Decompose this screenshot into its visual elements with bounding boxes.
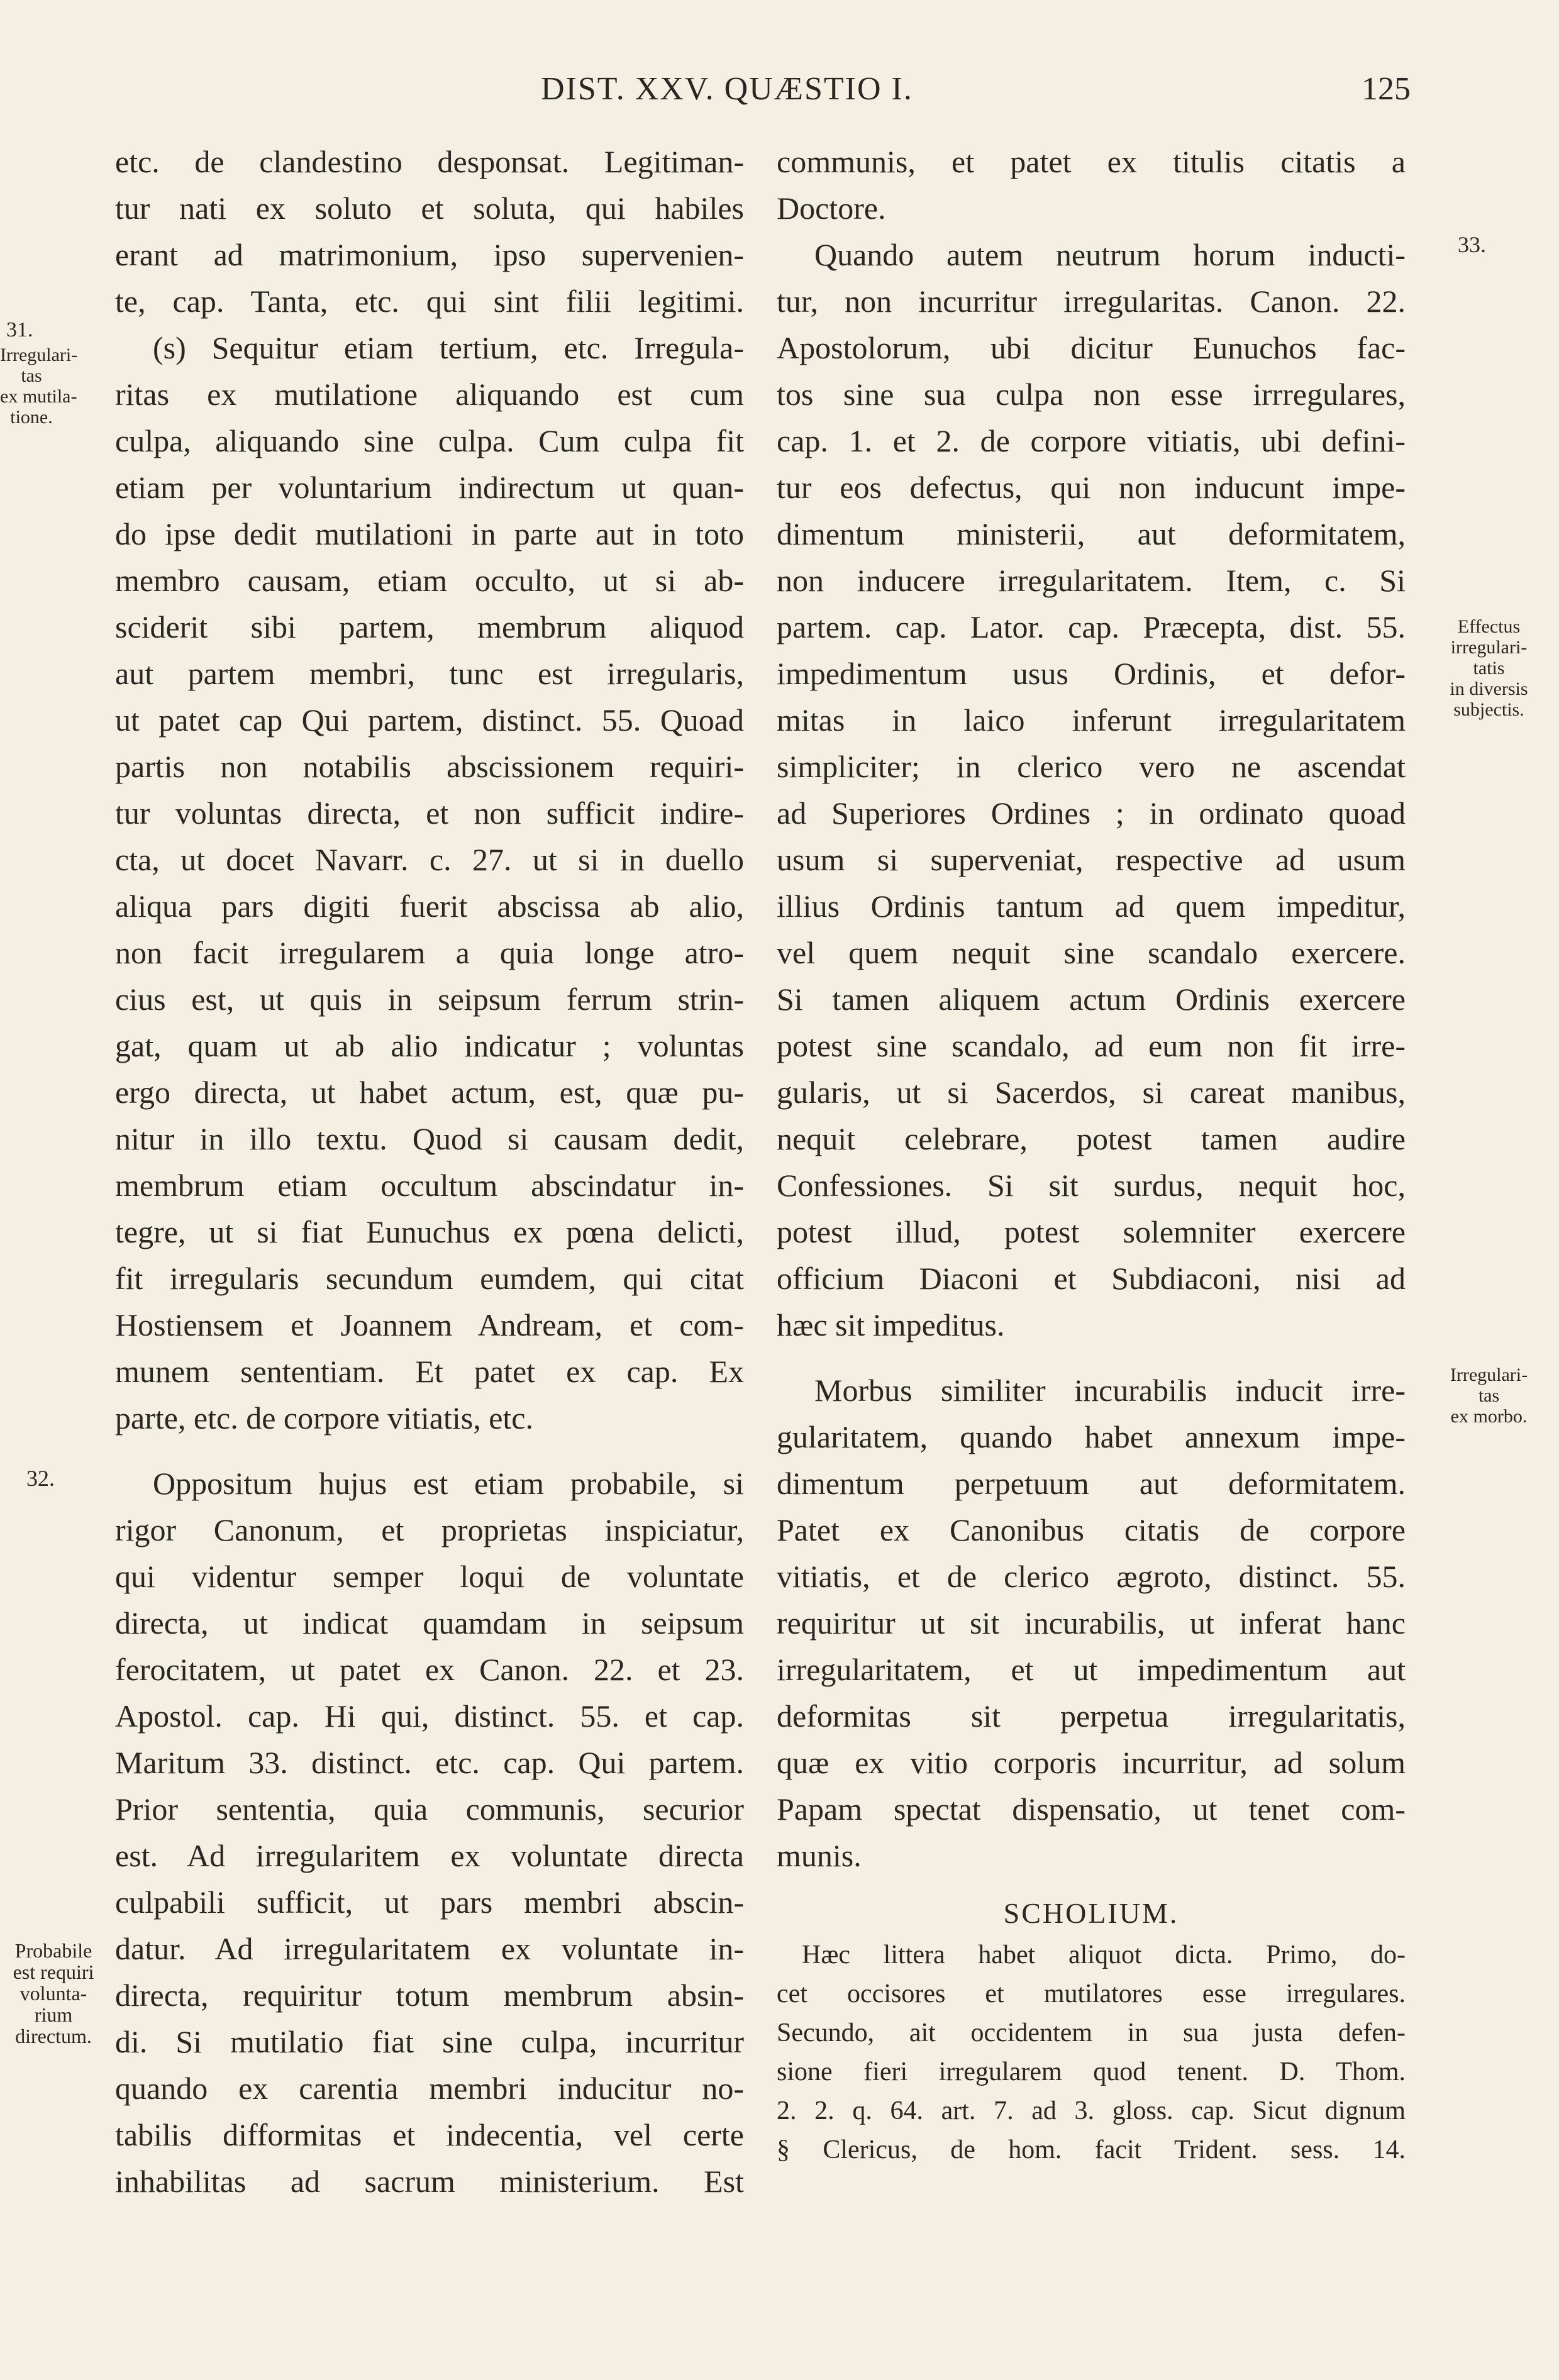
- text-line: est. Ad irregularitem ex voluntate directa: [115, 1838, 744, 1873]
- margin-note-line: in diversis: [1450, 678, 1528, 699]
- text-line: deformitas sit perpetua irregularitatis,: [777, 1698, 1406, 1734]
- margin-note-probabile: [0, 1940, 107, 2047]
- text-line: cta, ut docet Navarr. c. 27. ut si in duello: [115, 842, 744, 877]
- margin-note-morbo: [1424, 1364, 1553, 1427]
- text-line: Doctore.: [777, 191, 886, 226]
- text-line: Quando autem neutrum horum inducti-: [814, 237, 1406, 272]
- text-line: mitas in laico inferunt irregularitatem: [777, 702, 1406, 738]
- margin-note-line: irregulari-: [1450, 637, 1528, 658]
- margin-note-line: ex morbo.: [1450, 1406, 1528, 1427]
- text-line: datur. Ad irregularitatem ex voluntate in-: [115, 1931, 744, 1966]
- text-line: vel quem nequit sine scandalo exercere.: [777, 935, 1406, 970]
- scholium-title: SCHOLIUM.: [1003, 1897, 1179, 1929]
- margin-note-line: est requiri: [13, 1961, 94, 1983]
- margin-note-line: tas: [21, 365, 42, 386]
- text-line: directa, ut indicat quamdam in seipsum: [115, 1605, 744, 1641]
- text-line: inhabilitas ad sacrum ministerium. Est: [115, 2164, 744, 2199]
- margin-note-mutilation: [0, 345, 78, 428]
- text-line: fit irregularis secundum eumdem, qui citat: [115, 1261, 744, 1296]
- text-line: ferocitatem, ut patet ex Canon. 22. et 23.: [115, 1652, 744, 1687]
- text-line: nequit celebrare, potest tamen audire: [777, 1121, 1406, 1156]
- text-line: te, cap. Tanta, etc. qui sint filii legitimi.: [115, 284, 744, 319]
- text-line: etc. de clandestino desponsat. Legitiman-: [115, 144, 744, 179]
- text-line: erant ad matrimonium, ipso supervenien-: [115, 237, 744, 272]
- text-line: hæc sit impeditus.: [777, 1307, 1005, 1342]
- text-line: di. Si mutilatio fiat sine culpa, incurritur: [115, 2024, 744, 2059]
- margin-note-effectus: [1424, 616, 1553, 720]
- text-line: Hæc littera habet aliquot dicta. Primo, do-: [802, 1940, 1406, 1969]
- margin-note-line: volunta-: [19, 1982, 87, 2005]
- text-line: cap. 1. et 2. de corpore vitiatis, ubi defini-: [777, 423, 1406, 458]
- text-line: ut patet cap Qui partem, distinct. 55. Quoad: [115, 702, 744, 738]
- text-line: sciderit sibi partem, membrum aliquod: [115, 609, 744, 645]
- text-line: non inducere irregularitatem. Item, c. Si: [777, 563, 1406, 598]
- page-number: 125: [1362, 71, 1411, 107]
- text-line: tos sine sua culpa non esse irrregulares,: [777, 377, 1406, 412]
- text-line: gularis, ut si Sacerdos, si careat manibus,: [777, 1075, 1406, 1110]
- text-line: rigor Canonum, et proprietas inspiciatur,: [115, 1512, 744, 1547]
- text-line: munis.: [777, 1838, 862, 1873]
- margin-note-line: tatis: [1473, 658, 1505, 678]
- margin-note-line: ex mutila-: [0, 386, 77, 407]
- text-line: etiam per voluntarium indirectum ut quan-: [115, 470, 744, 505]
- text-line: cius est, ut quis in seipsum ferrum strin-: [115, 982, 744, 1017]
- running-title: DIST. XXV. QUÆSTIO I.: [541, 71, 913, 107]
- text-line: culpabili sufficit, ut pars membri abscin-: [115, 1885, 744, 1920]
- text-line: Prior sententia, quia communis, securior: [115, 1791, 744, 1827]
- text-line: dimentum ministerii, aut deformitatem,: [777, 516, 1406, 551]
- margin-note-line: subjectis.: [1453, 699, 1524, 720]
- text-line: tur voluntas directa, et non sufficit indire-: [115, 795, 744, 831]
- text-line: Apostolorum, ubi dicitur Eunuchos fac-: [777, 330, 1406, 365]
- text-line: Hostiensem et Joannem Andream, et com-: [115, 1307, 744, 1342]
- text-line: tabilis difformitas et indecentia, vel certe: [115, 2117, 744, 2152]
- text-line: membro causam, etiam occulto, ut si ab-: [115, 563, 744, 598]
- text-line: nitur in illo textu. Quod si causam dedit,: [115, 1121, 744, 1156]
- text-line: ritas ex mutilatione aliquando est cum: [115, 377, 744, 412]
- text-line: illius Ordinis tantum ad quem impeditur,: [777, 888, 1406, 924]
- text-line: irregularitatem, et ut impedimentum aut: [777, 1652, 1406, 1687]
- text-line: parte, etc. de corpore vitiatis, etc.: [115, 1400, 533, 1436]
- text-line: (s) Sequitur etiam tertium, etc. Irregula-: [153, 330, 744, 365]
- text-line: ad Superiores Ordines ; in ordinato quoad: [777, 795, 1406, 831]
- text-line: Confessiones. Si sit surdus, nequit hoc,: [777, 1168, 1406, 1203]
- margin-note-line: rium: [34, 2003, 73, 2026]
- text-line: Morbus similiter incurabilis inducit irre-: [814, 1373, 1406, 1408]
- text-line: dimentum perpetuum aut deformitatem.: [777, 1466, 1406, 1501]
- text-line: partis non notabilis abscissionem requiri-: [115, 749, 744, 784]
- page-header: [0, 70, 1559, 114]
- margin-note-line: Probabile: [14, 1939, 92, 1962]
- text-line: requiritur ut sit incurabilis, ut inferat hanc: [777, 1605, 1406, 1641]
- text-line: partem. cap. Lator. cap. Præcepta, dist. 55.: [777, 609, 1406, 645]
- paragraph-gap: [115, 1441, 744, 1460]
- margin-number-32: 32.: [26, 1466, 55, 1491]
- text-line: officium Diaconi et Subdiaconi, nisi ad: [777, 1261, 1406, 1296]
- margin-note-line: Effectus: [1457, 616, 1521, 637]
- text-line: directa, requiritur totum membrum absin-: [115, 1978, 744, 2013]
- left-column: [115, 138, 744, 2205]
- text-line: tur, non incurritur irregularitas. Canon. 22.: [777, 284, 1406, 319]
- text-line: ergo directa, ut habet actum, est, quæ pu-: [115, 1075, 744, 1110]
- text-line: Patet ex Canonibus citatis de corpore: [777, 1512, 1406, 1547]
- text-line: non facit irregularem a quia longe atro-: [115, 935, 744, 970]
- text-line: quæ ex vitio corporis incurritur, ad solum: [777, 1745, 1406, 1780]
- text-line: quando ex carentia membri inducitur no-: [115, 2071, 744, 2106]
- margin-note-line: Irregulari-: [1450, 1364, 1528, 1385]
- text-line: tur eos defectus, qui non inducunt impe-: [777, 470, 1406, 505]
- text-line: communis, et patet ex titulis citatis a: [777, 144, 1406, 179]
- text-line: simpliciter; in clerico vero ne ascendat: [777, 749, 1406, 784]
- text-line: tur nati ex soluto et soluta, qui habiles: [115, 191, 744, 226]
- text-line: munem sententiam. Et patet ex cap. Ex: [115, 1354, 744, 1389]
- text-line: vitiatis, et de clerico ægroto, distinct. 55.: [777, 1559, 1406, 1594]
- text-line: aliqua pars digiti fuerit abscissa ab alio,: [115, 888, 744, 924]
- text-line: cet occisores et mutilatores esse irregulares.: [777, 1979, 1406, 2008]
- text-line: Maritum 33. distinct. etc. cap. Qui partem.: [115, 1745, 744, 1780]
- text-line: Papam spectat dispensatio, ut tenet com-: [777, 1791, 1406, 1827]
- text-line: § Clericus, de hom. facit Trident. sess. 14.: [777, 2135, 1406, 2164]
- text-line: impedimentum usus Ordinis, et defor-: [777, 656, 1406, 691]
- text-line: potest sine scandalo, ad eum non fit irre-: [777, 1028, 1406, 1063]
- margin-number-31: 31.: [6, 318, 33, 341]
- text-line: gat, quam ut ab alio indicatur ; voluntas: [115, 1028, 744, 1063]
- text-line: membrum etiam occultum abscindatur in-: [115, 1168, 744, 1203]
- text-line: usum si superveniat, respective ad usum: [777, 842, 1406, 877]
- text-line: gularitatem, quando habet annexum impe-: [777, 1419, 1406, 1454]
- text-line: tegre, ut si fiat Eunuchus ex pœna delicti,: [115, 1214, 744, 1249]
- paragraph-gap: [777, 1348, 1406, 1367]
- text-line: qui videntur semper loqui de voluntate: [115, 1559, 744, 1594]
- text-line: sione fieri irregularem quod tenent. D. Thom.: [777, 2057, 1406, 2086]
- text-line: aut partem membri, tunc est irregularis,: [115, 656, 744, 691]
- margin-note-line: directum.: [15, 2025, 92, 2047]
- text-line: do ipse dedit mutilationi in parte aut in toto: [115, 516, 744, 551]
- margin-note-line: Irregulari-: [0, 345, 78, 365]
- margin-number-33: 33.: [1458, 232, 1486, 257]
- text-line: Apostol. cap. Hi qui, distinct. 55. et cap.: [115, 1698, 744, 1734]
- text-line: culpa, aliquando sine culpa. Cum culpa fit: [115, 423, 744, 458]
- margin-note-line: tas: [1478, 1385, 1500, 1406]
- right-column: [777, 138, 1406, 2169]
- text-line: potest illud, potest solemniter exercere: [777, 1214, 1406, 1249]
- text-line: Oppositum hujus est etiam probabile, si: [153, 1466, 744, 1501]
- margin-note-line: tione.: [10, 407, 53, 428]
- text-line: 2. 2. q. 64. art. 7. ad 3. gloss. cap. Sicut dignum: [777, 2096, 1406, 2125]
- text-line: Secundo, ait occidentem in sua justa defen-: [777, 2018, 1406, 2047]
- text-line: Si tamen aliquem actum Ordinis exercere: [777, 982, 1406, 1017]
